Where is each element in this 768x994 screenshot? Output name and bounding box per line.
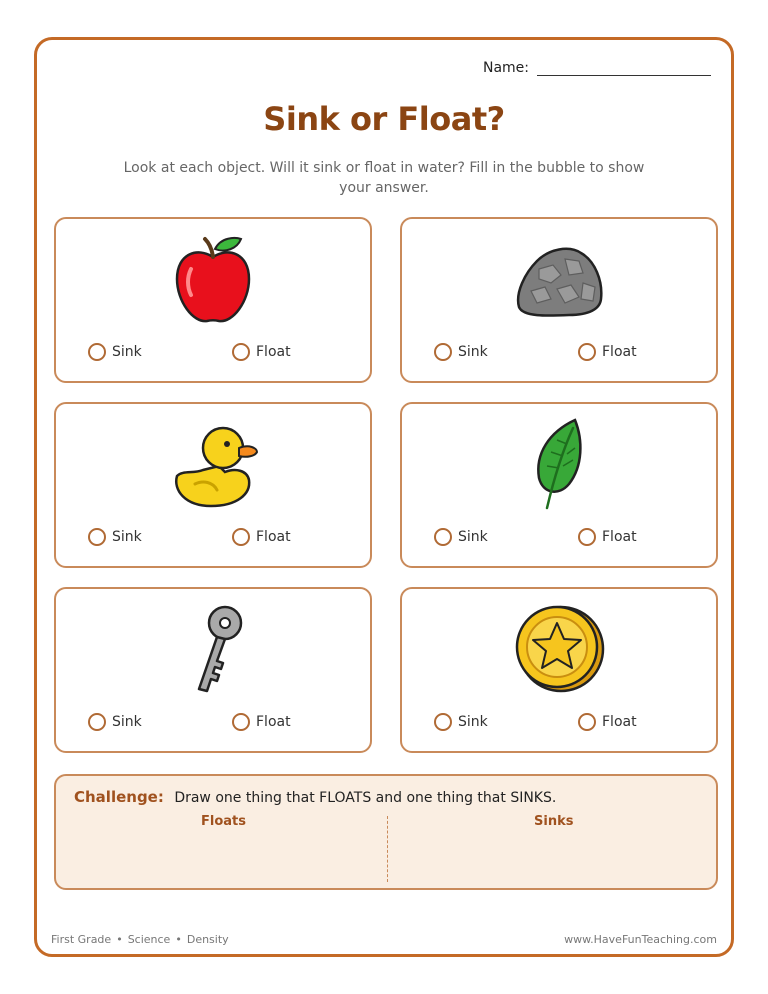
- float-bubble[interactable]: [578, 528, 596, 546]
- leaf-icon: [509, 414, 609, 514]
- sink-bubble[interactable]: [434, 343, 452, 361]
- float-bubble[interactable]: [232, 343, 250, 361]
- apple-icon: [163, 229, 263, 329]
- sink-bubble[interactable]: [88, 528, 106, 546]
- float-bubble[interactable]: [232, 713, 250, 731]
- float-bubble[interactable]: [578, 713, 596, 731]
- challenge-heading: [74, 788, 556, 806]
- item-card-leaf: [400, 402, 718, 568]
- float-bubble[interactable]: [232, 528, 250, 546]
- item-card-rock: [400, 217, 718, 383]
- float-option[interactable]: Float: [232, 528, 291, 546]
- rock-icon: [509, 229, 609, 329]
- challenge-label: Challenge:: [74, 788, 164, 806]
- rubber-duck-icon: [163, 414, 263, 514]
- challenge-box: [54, 774, 718, 890]
- footer-grade: First Grade: [51, 933, 112, 946]
- challenge-text: Draw one thing that FLOATS and one thing that SINKS.: [174, 790, 557, 806]
- item-card-apple: [54, 217, 372, 383]
- bullet-dot: •: [175, 933, 182, 946]
- footer-website[interactable]: www.HaveFunTeaching.com: [564, 933, 717, 946]
- page-title: Sink or Float?: [263, 100, 505, 138]
- sink-option[interactable]: Sink: [88, 343, 142, 361]
- float-option[interactable]: Float: [578, 343, 637, 361]
- challenge-divider: [387, 816, 388, 882]
- float-option[interactable]: Float: [232, 343, 291, 361]
- item-card-key: [54, 587, 372, 753]
- key-icon: [163, 599, 263, 699]
- item-card-coin: [400, 587, 718, 753]
- worksheet: [34, 37, 734, 957]
- sink-option[interactable]: Sink: [88, 528, 142, 546]
- sink-option[interactable]: Sink: [88, 713, 142, 731]
- float-option[interactable]: Float: [578, 528, 637, 546]
- sinks-column-label: Sinks: [534, 814, 574, 829]
- gold-coin-icon: [509, 599, 609, 699]
- floats-column-label: Floats: [201, 814, 246, 829]
- sink-option[interactable]: Sink: [434, 528, 488, 546]
- sink-bubble[interactable]: [88, 343, 106, 361]
- float-option[interactable]: Float: [232, 713, 291, 731]
- float-bubble[interactable]: [578, 343, 596, 361]
- sink-option[interactable]: Sink: [434, 713, 488, 731]
- float-option[interactable]: Float: [578, 713, 637, 731]
- name-label: Name:: [482, 60, 529, 76]
- name-field[interactable]: [537, 60, 711, 76]
- sink-option[interactable]: Sink: [434, 343, 488, 361]
- instructions: Look at each object. Will it sink or float in water? Fill in the bubble to show your answer.: [123, 160, 645, 196]
- item-card-duck: [54, 402, 372, 568]
- footer-tags: [51, 933, 229, 946]
- footer-topic: Density: [186, 933, 229, 946]
- bullet-dot: •: [116, 933, 123, 946]
- name-row: [483, 60, 711, 76]
- sink-bubble[interactable]: [88, 713, 106, 731]
- sink-bubble[interactable]: [434, 528, 452, 546]
- footer-subject: Science: [127, 933, 171, 946]
- sink-bubble[interactable]: [434, 713, 452, 731]
